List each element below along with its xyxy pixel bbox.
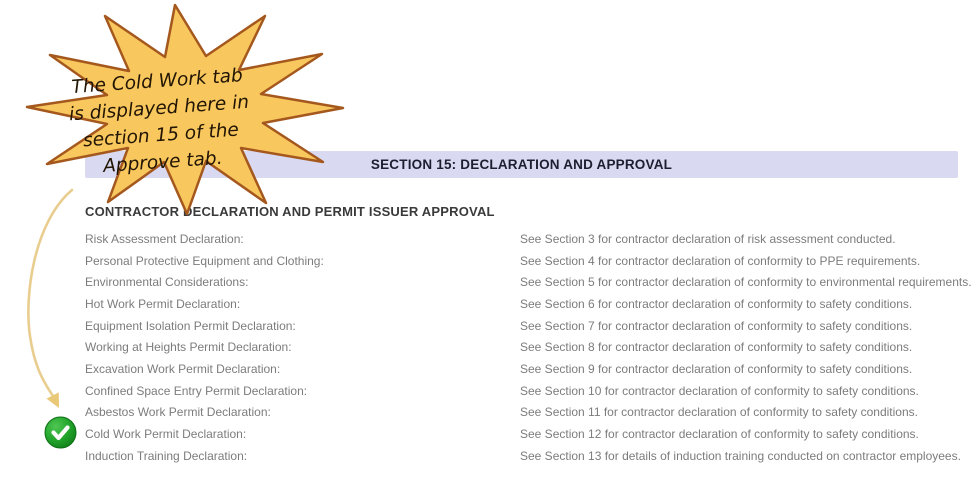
row-label: Excavation Work Permit Declaration: [85, 361, 281, 376]
arrow-curve [28, 190, 72, 396]
row-value: See Section 11 for contractor declaration of conformity to safety conditions. [520, 405, 918, 420]
row-value: See Section 13 for details of induction training conducted on contractor employees. [520, 448, 961, 463]
row-label: Risk Assessment Declaration: [85, 231, 244, 246]
callout-line: Approve tab. [102, 147, 224, 178]
row-label: Induction Training Declaration: [85, 448, 248, 463]
row-value: See Section 10 for contractor declaration of conformity to safety conditions. [520, 383, 919, 398]
declaration-row [85, 315, 980, 337]
row-value: See Section 7 for contractor declaration of conformity to safety conditions. [520, 318, 913, 333]
declaration-row [85, 336, 980, 358]
declaration-row [85, 445, 980, 467]
declaration-row [85, 228, 980, 250]
declaration-row [85, 380, 980, 402]
callout-line: The Cold Work tab [70, 65, 244, 99]
row-value: See Section 5 for contractor declaration of conformity to environmental requirements. [520, 275, 972, 290]
callout-text [35, 60, 286, 185]
declaration-row [85, 402, 980, 424]
row-label: Hot Work Permit Declaration: [85, 296, 241, 311]
callout-arrow-icon [22, 186, 80, 418]
declaration-row-cold-work [85, 423, 980, 445]
row-value: See Section 4 for contractor declaration of conformity to PPE requirements. [520, 253, 921, 268]
row-label: Cold Work Permit Declaration: [85, 427, 247, 442]
row-value: See Section 3 for contractor declaration of risk assessment conducted. [520, 231, 896, 246]
section-header-title: SECTION 15: DECLARATION AND APPROVAL [370, 157, 673, 172]
declaration-row [85, 358, 980, 380]
row-value: See Section 9 for contractor declaration of conformity to safety conditions. [520, 361, 913, 376]
green-check-icon [44, 416, 77, 449]
row-value: See Section 12 for contractor declaration of conformity to safety conditions. [520, 427, 919, 442]
callout-line: is displayed here in [68, 91, 250, 126]
row-label: Equipment Isolation Permit Declaration: [85, 318, 296, 333]
row-value: See Section 6 for contractor declaration of conformity to safety conditions. [520, 296, 913, 311]
row-label: Asbestos Work Permit Declaration: [85, 405, 271, 420]
row-label: Personal Protective Equipment and Clothing: [85, 253, 324, 268]
contractor-declaration-heading: CONTRACTOR DECLARATION AND PERMIT ISSUER APPROVAL [85, 204, 495, 219]
declaration-row [85, 250, 980, 272]
row-value: See Section 8 for contractor declaration of conformity to safety conditions. [520, 340, 913, 355]
declaration-row [85, 293, 980, 315]
row-label: Working at Heights Permit Declaration: [85, 340, 292, 355]
callout-line: section 15 of the [82, 119, 240, 152]
row-label: Environmental Considerations: [85, 275, 249, 290]
declaration-list [85, 228, 980, 467]
row-label: Confined Space Entry Permit Declaration: [85, 383, 308, 398]
declaration-row [85, 271, 980, 293]
